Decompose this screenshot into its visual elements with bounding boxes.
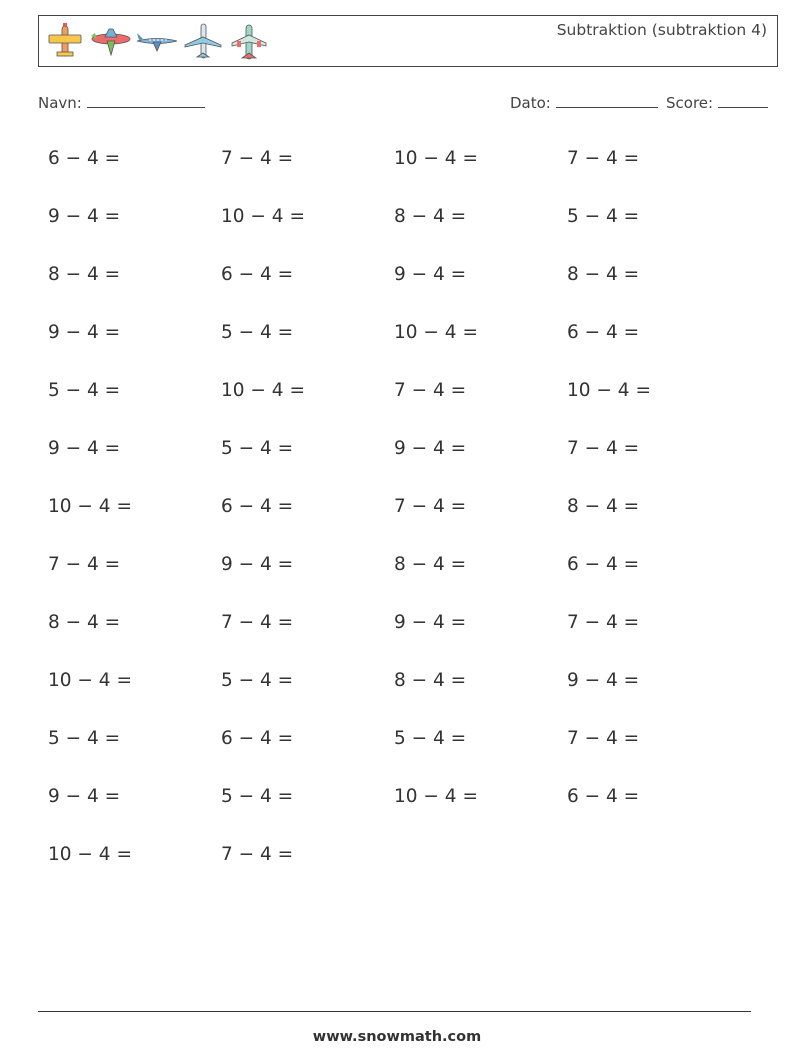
problem-item: 7 − 4 = bbox=[567, 612, 640, 633]
problem-item: 7 − 4 = bbox=[221, 844, 294, 865]
problem-item: 5 − 4 = bbox=[221, 786, 294, 807]
problem-item: 10 − 4 = bbox=[394, 786, 478, 807]
name-field[interactable] bbox=[38, 93, 205, 112]
score-field[interactable] bbox=[666, 93, 768, 112]
problem-item: 9 − 4 = bbox=[394, 612, 467, 633]
problem-item: 8 − 4 = bbox=[567, 264, 640, 285]
problem-item: 7 − 4 = bbox=[394, 380, 467, 401]
problem-item: 7 − 4 = bbox=[48, 554, 121, 575]
score-label: Score: bbox=[666, 94, 714, 112]
date-blank[interactable] bbox=[556, 93, 658, 108]
problem-item: 6 − 4 = bbox=[48, 148, 121, 169]
problem-item: 5 − 4 = bbox=[221, 670, 294, 691]
problem-item: 8 − 4 = bbox=[48, 264, 121, 285]
problem-item: 10 − 4 = bbox=[394, 322, 478, 343]
problem-item: 6 − 4 = bbox=[221, 728, 294, 749]
problem-item: 8 − 4 = bbox=[394, 554, 467, 575]
problem-item: 9 − 4 = bbox=[394, 438, 467, 459]
problem-item: 6 − 4 = bbox=[567, 786, 640, 807]
date-label: Dato: bbox=[510, 94, 551, 112]
problem-item: 10 − 4 = bbox=[48, 670, 132, 691]
problem-item: 7 − 4 = bbox=[567, 728, 640, 749]
problem-item: 7 − 4 = bbox=[221, 148, 294, 169]
problem-item: 9 − 4 = bbox=[48, 438, 121, 459]
airplane-icon bbox=[89, 21, 133, 63]
name-blank[interactable] bbox=[87, 93, 205, 108]
problem-item: 10 − 4 = bbox=[48, 844, 132, 865]
problem-item: 5 − 4 = bbox=[48, 380, 121, 401]
problem-item: 6 − 4 = bbox=[221, 496, 294, 517]
airplane-icon bbox=[43, 21, 87, 63]
problem-item: 10 − 4 = bbox=[221, 380, 305, 401]
problem-item: 10 − 4 = bbox=[394, 148, 478, 169]
problem-item: 9 − 4 = bbox=[48, 322, 121, 343]
name-label: Navn: bbox=[38, 94, 82, 112]
problem-item: 9 − 4 = bbox=[567, 670, 640, 691]
problem-item: 6 − 4 = bbox=[567, 554, 640, 575]
problem-item: 10 − 4 = bbox=[567, 380, 651, 401]
airplane-icon bbox=[227, 21, 271, 63]
worksheet-title: Subtraktion (subtraktion 4) bbox=[556, 21, 767, 39]
problem-item: 10 − 4 = bbox=[221, 206, 305, 227]
problem-item: 7 − 4 = bbox=[567, 148, 640, 169]
problem-item: 7 − 4 = bbox=[221, 612, 294, 633]
footer-url: www.snowmath.com bbox=[312, 1029, 482, 1045]
footer-divider bbox=[38, 1011, 751, 1012]
problem-item: 8 − 4 = bbox=[394, 206, 467, 227]
date-field[interactable] bbox=[510, 93, 658, 112]
problem-item: 7 − 4 = bbox=[567, 438, 640, 459]
problem-item: 8 − 4 = bbox=[394, 670, 467, 691]
problem-item: 6 − 4 = bbox=[567, 322, 640, 343]
problem-item: 7 − 4 = bbox=[394, 496, 467, 517]
airplane-icon bbox=[135, 21, 179, 63]
problem-item: 9 − 4 = bbox=[48, 786, 121, 807]
problem-item: 10 − 4 = bbox=[48, 496, 132, 517]
problem-item: 5 − 4 = bbox=[567, 206, 640, 227]
problem-item: 8 − 4 = bbox=[48, 612, 121, 633]
problem-item: 5 − 4 = bbox=[221, 438, 294, 459]
score-blank[interactable] bbox=[718, 93, 768, 108]
worksheet-header bbox=[38, 15, 778, 67]
airplane-icon bbox=[181, 21, 225, 63]
problem-item: 5 − 4 = bbox=[394, 728, 467, 749]
problem-item: 9 − 4 = bbox=[48, 206, 121, 227]
problem-item: 6 − 4 = bbox=[221, 264, 294, 285]
problem-item: 9 − 4 = bbox=[394, 264, 467, 285]
problem-item: 8 − 4 = bbox=[567, 496, 640, 517]
problem-item: 5 − 4 = bbox=[221, 322, 294, 343]
problem-item: 9 − 4 = bbox=[221, 554, 294, 575]
problem-item: 5 − 4 = bbox=[48, 728, 121, 749]
airplane-icon-row bbox=[43, 21, 273, 63]
